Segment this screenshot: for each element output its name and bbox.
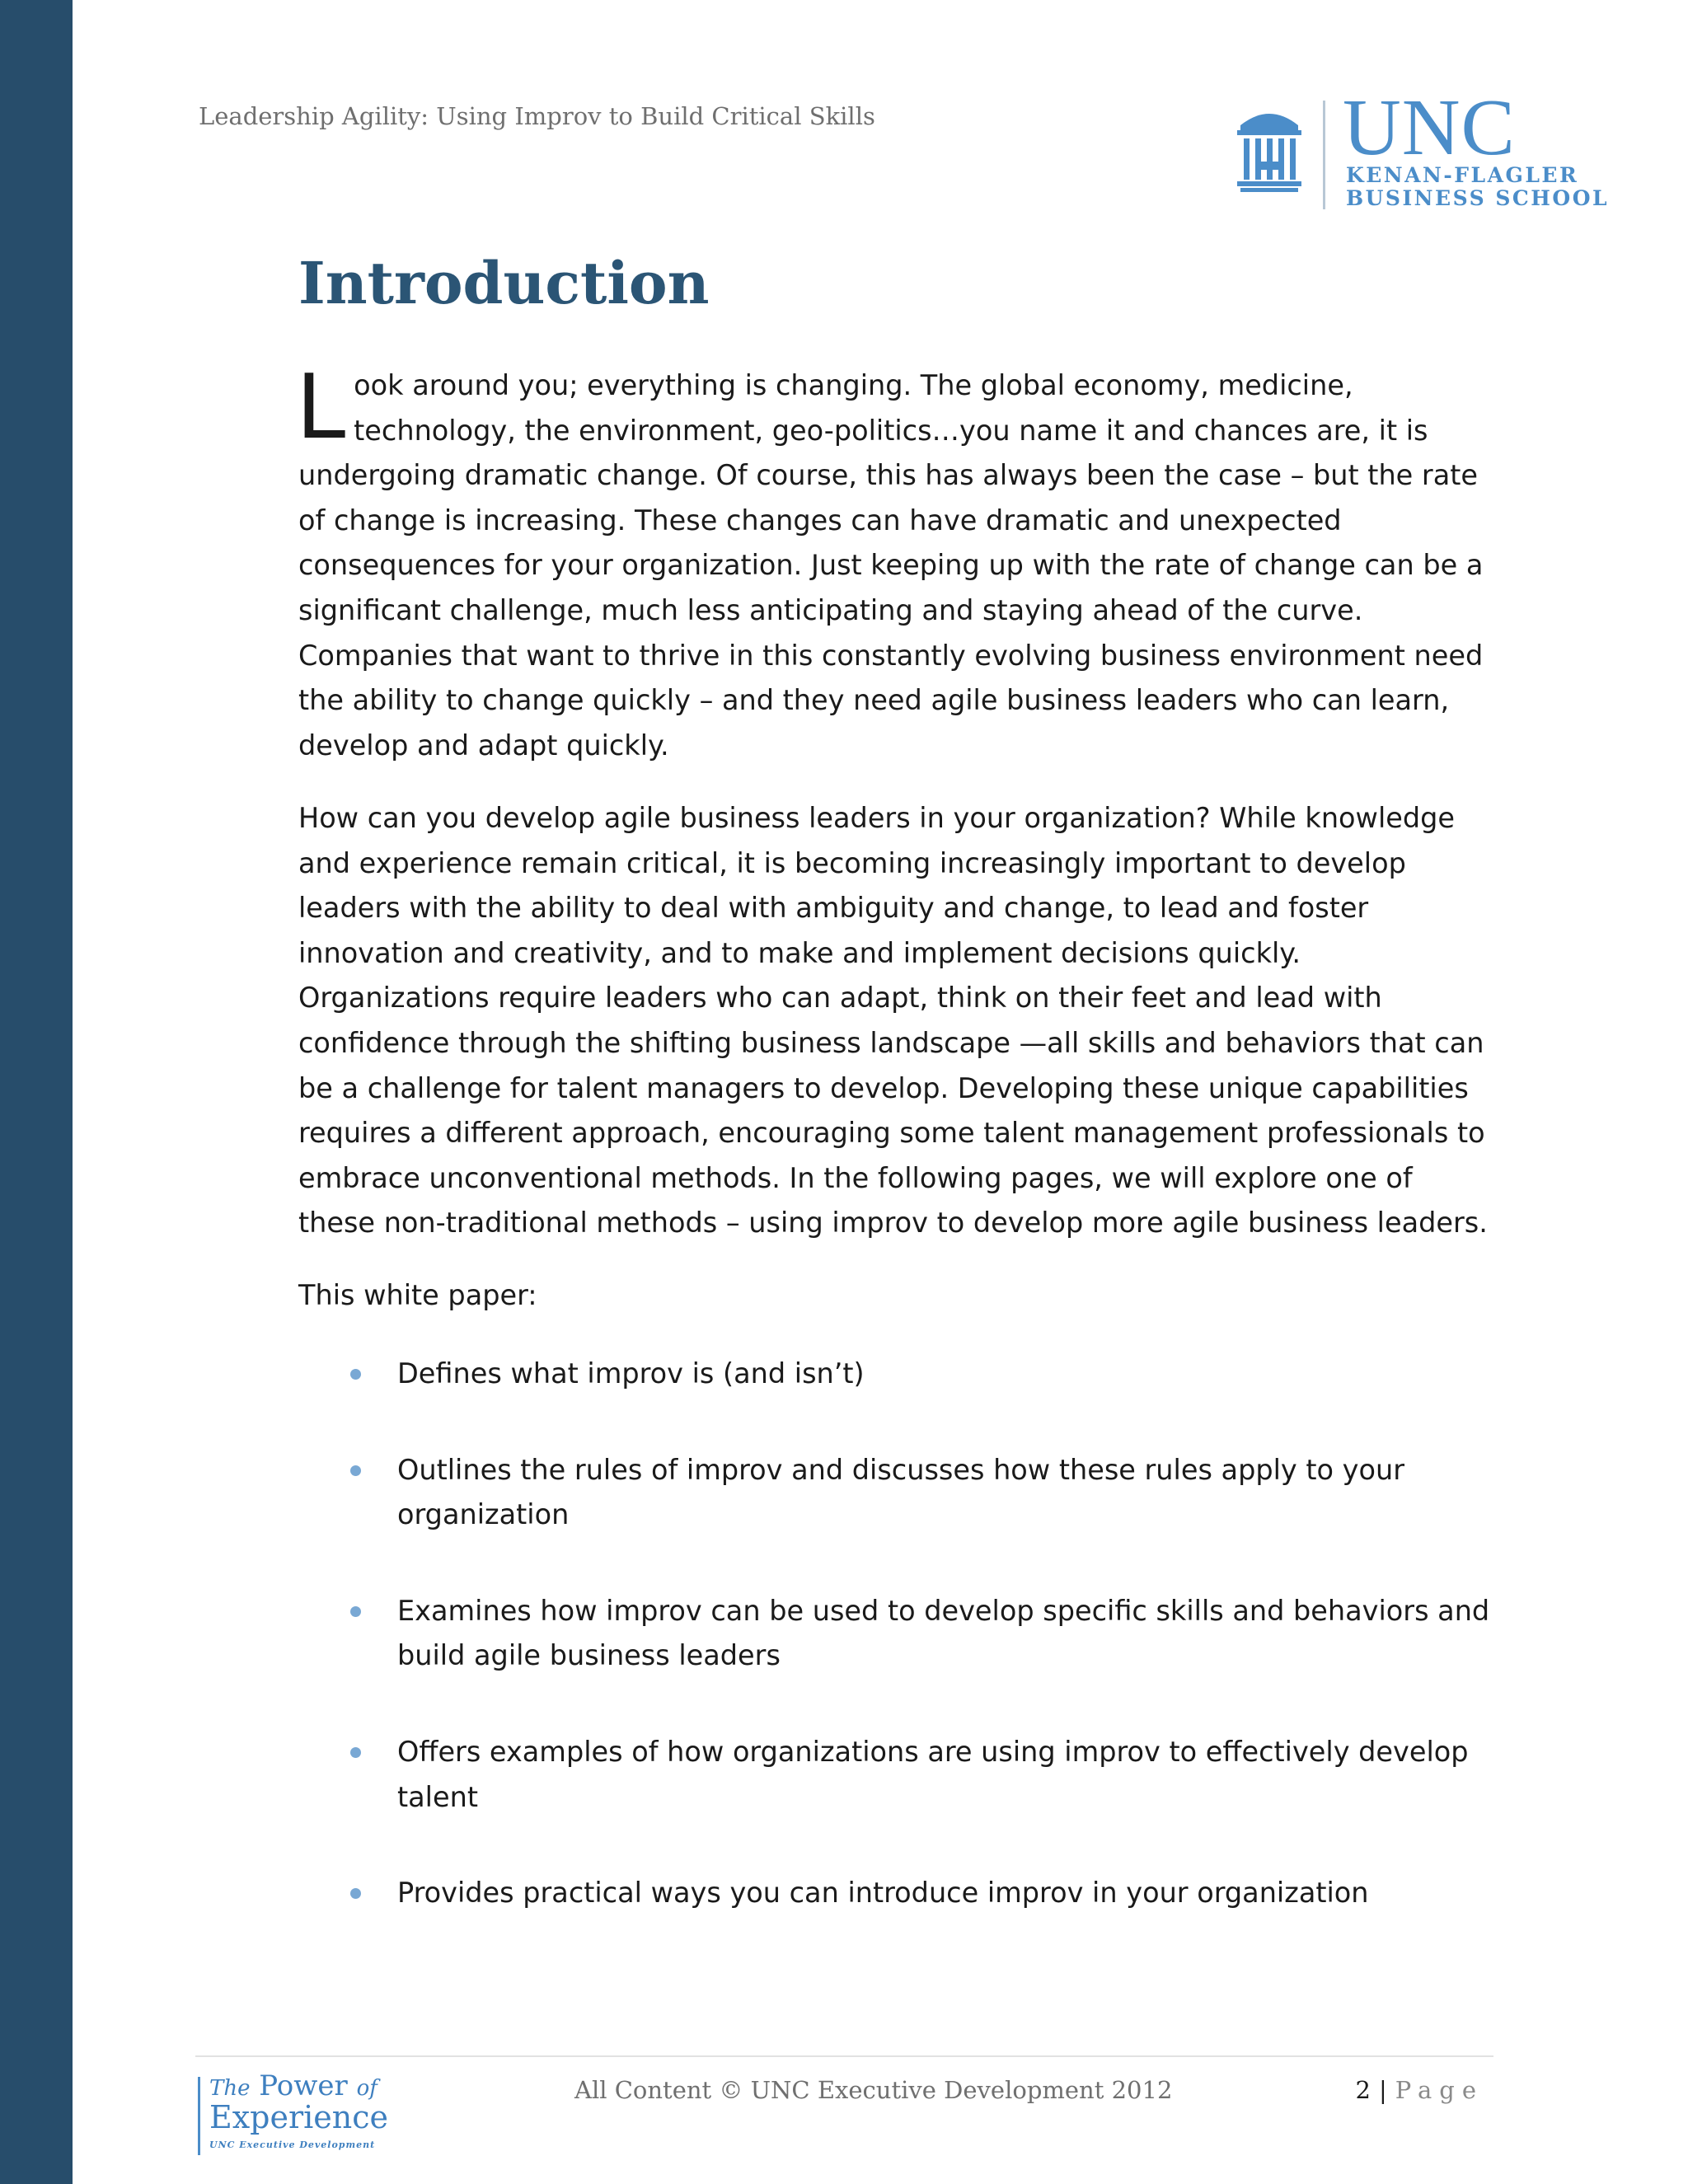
section-title: Introduction	[298, 249, 710, 317]
page-number: 2	[1355, 2076, 1371, 2104]
intro-paragraph-2: How can you develop agile business leaders in your organization? While knowledge and experience remain critical, it is becoming increasingly important to develop leaders with the ability to deal with ambiguity and change, to lead and foster innovation and creativity, and to make and implement decisions quickly. Organizations require leaders who can adapt, think on their feet and lead with confidence through the shifting business landscape —all skills and behaviors that can be a challenge for talent managers to develop. Developing these unique capabilities requires a different approach, encouraging some talent management professionals to embrace unconventional methods. In the following pages, we will explore one of these non-traditional methods – using improv to develop more agile business leaders.	[298, 802, 1488, 1240]
logo-line-kenan-flagler: KENAN-FLAGLER	[1346, 163, 1579, 187]
logo-line-business-school: BUSINESS SCHOOL	[1346, 186, 1610, 210]
list-item	[298, 1352, 1502, 1397]
intro-paragraph-3: This white paper:	[298, 1279, 537, 1311]
list-item-text: Defines what improv is (and isn’t)	[397, 1357, 865, 1390]
footer-page-number	[1356, 2076, 1484, 2104]
footer-logo-bar	[198, 2077, 200, 2155]
footer-logo-experience: Experience	[209, 2099, 389, 2135]
list-item-text: Examines how improv can be used to develop specific skills and behaviors and build agile business leaders	[397, 1594, 1490, 1672]
footer-copyright: All Content © UNC Executive Development 2012	[574, 2076, 1173, 2104]
intro-paragraph-1-text: ook around you; everything is changing. The global economy, medicine, technology, the environment, geo-politics…you name it and chances are, it is undergoing dramatic change. Of course, this has always been the case – but the rate of change is increasing. These changes can have dramatic and unexpected consequences for your organization. Just keeping up with the rate of change can be a significant challenge, much less anticipating and staying ahead of the curve. Companies that want to thrive in this constantly evolving business environment need the ability to change quickly – and they need agile business leaders who can learn, develop and adapt quickly.	[298, 369, 1484, 762]
logo-wordmark: UNC	[1343, 83, 1516, 172]
bullet-icon	[350, 1465, 361, 1476]
list-item-text: Offers examples of how organizations are using improv to effectively develop talent	[397, 1735, 1469, 1813]
list-item	[298, 1448, 1502, 1538]
old-well-icon	[1236, 104, 1303, 196]
list-item	[298, 1871, 1502, 1916]
page-label: Page	[1395, 2076, 1484, 2104]
drop-cap: L	[296, 356, 346, 459]
footer-logo-line1: The Power of	[209, 2069, 377, 2102]
footer-divider	[195, 2055, 1493, 2057]
page-separator: |	[1378, 2076, 1387, 2104]
unc-kenan-flagler-logo	[1232, 83, 1610, 213]
power-of-experience-logo	[198, 2070, 387, 2158]
bullet-icon	[350, 1606, 361, 1617]
list-item	[298, 1730, 1502, 1820]
list-item-text: Outlines the rules of improv and discusses how these rules apply to your organization	[397, 1453, 1404, 1531]
logo-divider	[1323, 101, 1325, 209]
white-paper-bullet-list	[298, 1352, 1502, 1967]
list-item	[298, 1589, 1502, 1679]
intro-paragraph-1	[296, 356, 1493, 768]
running-header: Leadership Agility: Using Improv to Build Critical Skills	[199, 102, 875, 130]
bullet-icon	[350, 1369, 361, 1380]
bullet-icon	[350, 1888, 361, 1899]
left-sidebar-band	[0, 0, 73, 2184]
footer-logo-tagline: UNC Executive Development	[209, 2139, 376, 2150]
list-item-text: Provides practical ways you can introduce improv in your organization	[397, 1877, 1369, 1910]
bullet-icon	[350, 1747, 361, 1758]
